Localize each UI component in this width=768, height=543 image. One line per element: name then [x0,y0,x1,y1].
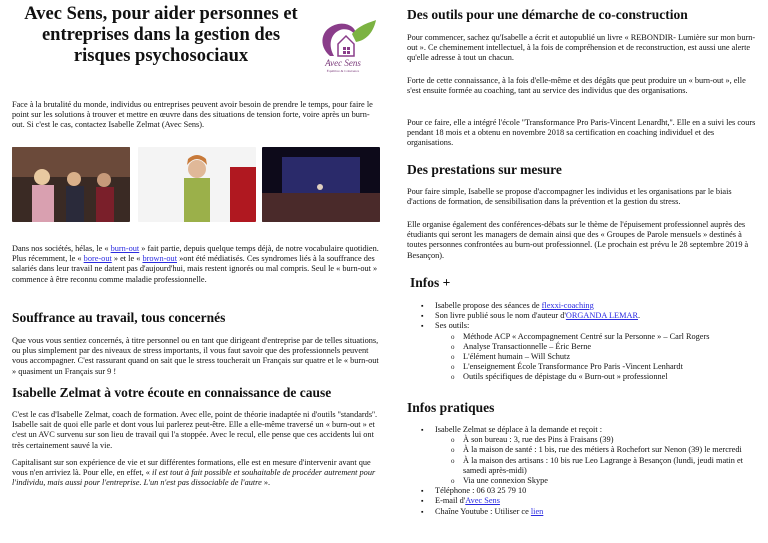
burn-out-link[interactable]: burn-out [110,244,140,253]
organda-lemar-link[interactable]: ORGANDA LEMAR [565,311,639,321]
list-item: ▪ Isabelle propose des séances de flexxi-coaching [407,301,759,311]
outils-paragraph-3: Pour ce faire, elle a intégré l'école ''Transformance Pro Paris-Vincent Lenardht,''. Elle en a suivi les cours pendant 18 mois et a obtenu en novembre 2018 sa certification en coaching individuel et des organisations. [407,118,756,148]
brown-out-link[interactable]: brown-out [142,254,178,264]
photo-speaker [138,147,256,222]
list-item-phone: ▪ Téléphone : 06 03 25 79 10 [407,486,759,496]
souffrance-paragraph: Que vous vous sentiez concernés, à titre personnel ou en tant que dirigeant d'entreprise par de telles situations, ou plus simplement par des niveaux de stress importants, il vous faut savoir que des professionnels peuvent vous accompagner. C'est rassurant quand on sait que le stress toucherait un Français sur quatre et le « burn-out » quasiment un Français sur 9 ! [12,336,379,376]
heading-infos-pratiques: Infos pratiques [407,400,495,415]
outils-paragraph-1: Pour commencer, sachez qu'Isabelle a écrit et autopublié un livre « REBONDIR- Lumière sur mon burn-out ». Ce cheminement intellectuel, à la fois de compréhension et de reconstruction, est aussi une alerte qu'elle adresse à tout un chacun. [407,33,756,63]
isabelle-paragraph: C'est le cas d'Isabelle Zelmat, coach de formation. Avec elle, point de théorie inadaptée ni d'outils ''standards''. Isabelle sait de quoi elle parle et dont vous lui parlerez peut-être. Elle a elle-même traversé un « burn-out » et c'est un AVC survenu sur son lieu de travail qui l'a stoppée. Avec le recul, elle pense que ces accidents lui ont très certainement sauvé la vie. [12,410,378,450]
list-item: o L'élément humain – Will Schutz [407,352,759,362]
page-title: Avec Sens, pour aider personnes et entreprises dans la gestion des risques psychosociaux [24,4,298,66]
list-item: o Méthode ACP « Accompagnement Centré sur la Personne » – Carl Rogers [407,332,759,342]
heading-prestations: Des prestations sur mesure [407,162,562,177]
experience-paragraph: Capitalisant sur son expérience de vie et sur différentes formations, elle est en mesure d'intervenir avant que vous n'en arriviez là. Pour elle, en effet, « il est tout à fait possible et souhaitable de procéder autrement pour l'individu, mais aussi pour l'entreprise. L'un n'est pas dissociable de l'autre ». [12,458,376,488]
list-item: o Via une connexion Skype [407,476,759,486]
photo-stage [262,147,380,222]
logo-subtext: Équilibre & Cohérence [326,69,360,73]
prestations-paragraph-1: Pour faire simple, Isabelle se propose d'accompagner les individus et les organisations par le biais d'actions de formation, de sensibilisation dans la prévention et la gestion du stress. [407,187,732,207]
list-item: o À son bureau : 3, rue des Pins à Fraisans (39) [407,435,759,445]
heading-souffrance: Souffrance au travail, tous concernés [12,310,226,325]
list-item-youtube: ▪ Chaîne Youtube : Utiliser ce lien [407,507,759,517]
list-item: o À la maison des artisans : 10 bis rue Leo Lagrange à Besançon (lundi, jeudi matin et samedi après-midi) [407,456,759,476]
list-item: ▪ Son livre publié sous le nom d'auteur d'ORGANDA LEMAR. [407,311,759,321]
list-item-email: ▪ E-mail d'Avec Sens [407,496,759,506]
heading-isabelle: Isabelle Zelmat à votre écoute en connaissance de cause [12,385,332,400]
intro-paragraph: Face à la brutalité du monde, individus ou entreprises peuvent avoir besoin de prendre le temps, pour faire le point sur les solutions à trouver et mettre en œuvre dans des situations de tension forte, voire après un burn-out. Si c'est le cas, contactez Isabelle Zelmat (Avec Sens). [12,100,373,130]
heading-infos: Infos + [410,275,451,290]
list-item: o Analyse Transactionnelle – Éric Berne [407,342,759,352]
list-item: o L'enseignement École Transformance Pro Paris -Vincent Lenhardt [407,362,759,372]
logo-text: Avec Sens [325,58,361,68]
prestations-paragraph-2: Elle organise également des conférences-débats sur le thème de l'épuisement professionnel auprès des étudiants qui seront les managers de demain ainsi que des « Groupes de Parole mensuels » destinés à toutes personnes confrontées au burn-out professionnel. (Le prochain est prévu le 28 septembre 2019 à Besançon). [407,220,749,260]
burnout-paragraph: Dans nos sociétés, hélas, le « burn-out » fait partie, depuis quelque temps déjà, de notre vocabulaire quotidien. Plus récemment, le « bore-out » et le « brown-out »ont été médiatisés. Ces syndromes liés à la souffrance des salariés dans leur travail ne datent pas d'aujourd'hui, mais restent ignorés ou mal compris. Seul le « burn-out » commence à être reconnu comme maladie professionnelle. [12,244,379,284]
youtube-link[interactable]: lien [530,506,544,516]
pratiques-list [407,425,759,517]
flexxi-coaching-link[interactable]: flexxi-coaching [541,301,594,310]
avec-sens-email-link[interactable]: Avec Sens [465,496,500,506]
infos-list [407,301,759,383]
bore-out-link[interactable]: bore-out [83,254,112,264]
list-item: ▪ Ses outils: [407,321,759,331]
outils-paragraph-2: Forte de cette connaissance, à la fois d'elle-même et des dégâts que peut produire un « burn-out », elle s'est ensuite formée au coaching, tant au service des individus que des organisations. [407,76,746,96]
photo-conference-1 [12,147,130,222]
list-item: ▪ Isabelle Zelmat se déplace à la demande et reçoit : [407,425,759,435]
list-item: o Outils spécifiques de dépistage du « Burn-out » professionnel [407,372,759,382]
list-item: o À la maison de santé : 1 bis, rue des métiers à Rochefort sur Nenon (39) le mercredi [407,445,759,455]
heading-outils: Des outils pour une démarche de co-construction [407,7,688,22]
